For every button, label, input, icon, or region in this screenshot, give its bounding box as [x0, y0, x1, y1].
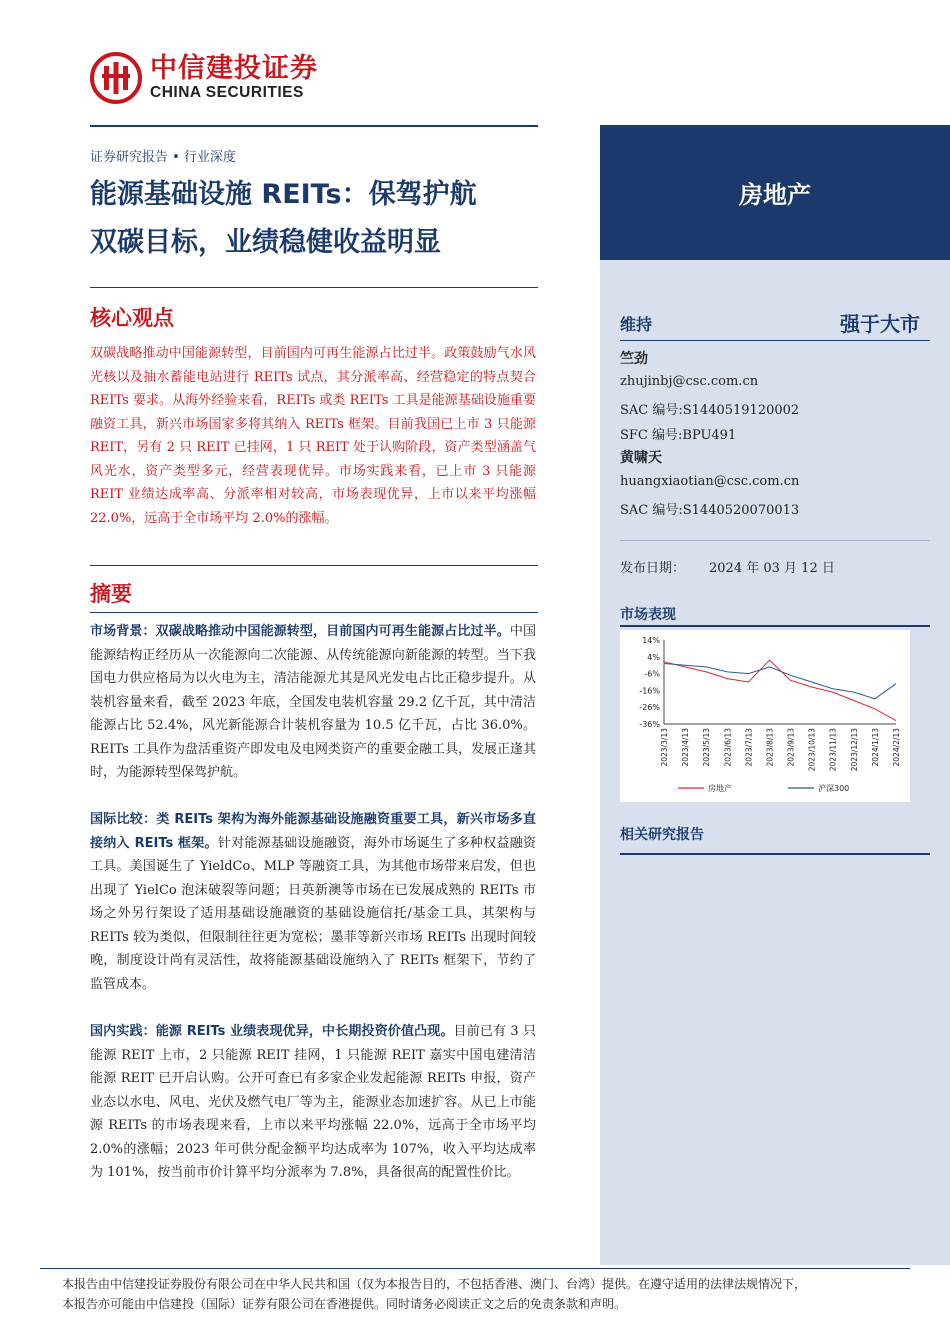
footer-disclaimer-line2: 本报告亦可能由中信建投（国际）证券有限公司在香港提供。同时请务必阅读正文之后的免责条款和声明。 — [62, 1297, 627, 1311]
x-tick-label: 2023/6/13 — [723, 728, 733, 767]
section-divider — [90, 565, 538, 566]
summary-body: 针对能源基础设施融资，海外市场诞生了多种权益融资工具。美国诞生了 YieldCo、MLP 等融资工具，为其他市场带来启发，但也出现了 YielCo 泡沫破裂等问题；日英新澳等市场在已发展成熟的 REITs 市场之外另行架设了适用基础设施融资的基础设施信托/基金工具，其架构与 REITs 较为类似，但限制往往更为宽松；墨菲等新兴市场 REITs 出现时间较晚，制度设计尚有灵活性，故将能源基础设施纳入了 REITs 框架下，节约了监管成本。 — [90, 835, 536, 992]
summary-lead: 国内实践：能源 REITs 业绩表现优异，中长期投资价值凸现。 — [90, 1024, 454, 1039]
core-view-heading: 核心观点 — [90, 306, 174, 330]
brand-name-cn: 中信建投证券 — [150, 53, 318, 84]
analyst-email: huangxiaotian@csc.com.cn — [620, 474, 800, 489]
series-line-csi300 — [664, 664, 896, 699]
header-divider — [90, 125, 538, 127]
summary-paragraph-market — [90, 620, 536, 785]
publish-date-value: 2024 年 03 月 12 日 — [709, 561, 835, 576]
summary-paragraph-international — [90, 808, 536, 996]
footer-disclaimer-line1: 本报告由中信建投证券股份有限公司在中华人民共和国（仅为本报告目的，不包括香港、澳门、台湾）提供。在遵守适用的法律法规情况下， — [62, 1277, 807, 1291]
y-tick-label: -36% — [639, 720, 660, 729]
date-divider — [620, 540, 930, 541]
summary-heading: 摘要 — [90, 582, 132, 606]
analyst-name: 竺劲 — [620, 351, 648, 367]
analyst-license: SAC 编号:S1440519120002 — [620, 403, 800, 418]
market-performance-divider — [620, 625, 930, 627]
sector-badge — [600, 125, 950, 260]
x-tick-label: 2023/5/13 — [702, 728, 712, 767]
x-tick-label: 2023/11/13 — [828, 728, 838, 772]
rating-divider — [620, 340, 930, 341]
brand-logo — [90, 52, 318, 104]
summary-lead: 国际比较：类 REITs 架构为海外能源基础设施融资重要工具，新兴市场多直接纳入 REITs 框架。 — [90, 812, 536, 851]
legend-label: 沪深300 — [818, 784, 850, 793]
sector-name: 房地产 — [739, 181, 811, 209]
x-tick-label: 2024/1/13 — [870, 728, 880, 767]
x-tick-label: 2023/8/13 — [765, 728, 775, 767]
analyst-license: SFC 编号:BPU491 — [620, 428, 737, 443]
chart-svg — [620, 630, 910, 802]
y-tick-label: 14% — [642, 636, 660, 645]
core-view-text: 双碳战略推动中国能源转型，目前国内可再生能源占比过半。政策鼓励气水风光核以及抽水蓄能电站进行 REITs 试点，其分派率高、经营稳定的特点契合 REITs 要求。从海外经验来看，REITs 或类 REITs 工具是能源基础设施重要融资工具，新兴市场国家多将其纳入 REITs 框架。目前我国已上市 3 只能源 REIT，另有 2 只 REIT 已挂网，1 只 REIT 处于认购阶段，资产类型涵盖气风光水，资产类型多元，经营表现优异。市场实践来看，已上市 3 只能源 REIT 业绩达成率高、分派率相对较高，市场表现优异，上市以来平均涨幅 22.0%，远高于全市场平均 2.0%的涨幅。 — [90, 346, 536, 526]
x-tick-label: 2023/9/13 — [786, 728, 796, 767]
report-title-line2: 双碳目标，业绩稳健收益明显 — [90, 227, 441, 258]
market-performance-chart — [620, 630, 910, 802]
summary-lead: 市场背景：双碳战略推动中国能源转型，目前国内可再生能源占比过半。 — [90, 624, 510, 639]
footer-divider — [40, 1268, 910, 1269]
series-line-property — [664, 660, 896, 720]
x-tick-label: 2023/7/13 — [744, 728, 754, 767]
publish-date — [620, 557, 835, 576]
related-reports-divider — [620, 853, 930, 855]
x-tick-label: 2023/3/13 — [660, 728, 669, 767]
y-tick-label: -6% — [644, 669, 660, 679]
publish-date-label: 发布日期： — [620, 561, 686, 576]
x-tick-label: 2023/12/13 — [849, 728, 859, 772]
analyst-email: zhujinbj@csc.com.cn — [620, 374, 759, 389]
report-type: 证券研究报告 • 行业深度 — [90, 150, 236, 165]
analyst-license: SAC 编号:S1440520070013 — [620, 503, 800, 518]
market-performance-heading: 市场表现 — [620, 607, 676, 623]
analyst-name: 黄啸天 — [620, 450, 662, 466]
x-tick-label: 2023/10/13 — [807, 728, 817, 772]
rating-value: 强于大市 — [840, 312, 920, 336]
x-tick-label: 2023/4/13 — [681, 728, 691, 767]
title-divider — [90, 287, 538, 288]
rating-action: 维持 — [620, 315, 653, 334]
y-tick-label: -16% — [639, 686, 660, 696]
x-tick-label: 2024/2/13 — [892, 728, 901, 767]
summary-divider — [90, 612, 538, 613]
related-reports-heading: 相关研究报告 — [620, 827, 704, 843]
summary-paragraph-domestic — [90, 1020, 536, 1185]
report-title-line1: 能源基础设施 REITs：保驾护航 — [90, 179, 477, 210]
legend-label: 房地产 — [708, 784, 732, 793]
summary-body: 中国能源结构正经历从一次能源向二次能源、从传统能源向新能源的转型。当下我国电力供应格局为以火电为主，清洁能源尤其是风光发电占比正稳步提升。从装机容量来看，截至 2023 年底，全国发电装机容量 29.2 亿千瓦，其中清洁能源占比 52.4%，风光新能源合计装机容量为 10.5 亿千瓦，占比 36.0%。REITs 工具作为盘活重资产即发电及电网类资产的重要金融工具，发展正逢其时，为能源转型保驾护航。 — [90, 624, 536, 780]
y-tick-label: -26% — [639, 703, 660, 713]
summary-body: 目前已有 3 只能源 REIT 上市，2 只能源 REIT 挂网，1 只能源 REIT 嘉实中国电建清洁能源 REIT 已开启认购。公开可查已有多家企业发起能源 REITs 申报，资产业态以水电、风电、光伏及燃气电厂等为主，能源业态加速扩容。从已上市能源 REITs 的市场表现来看，上市以来平均涨幅 22.0%，远高于全市场平均 2.0%的涨幅；2023 年可供分配金额平均达成率为 107%，收入平均达成率为 101%，按当前市价计算平均分派率为 7.8%，具备很高的配置性价比。 — [90, 1024, 536, 1180]
china-securities-logo-icon — [90, 52, 142, 104]
brand-name-en: CHINA SECURITIES — [150, 84, 304, 101]
y-tick-label: 4% — [647, 652, 660, 662]
